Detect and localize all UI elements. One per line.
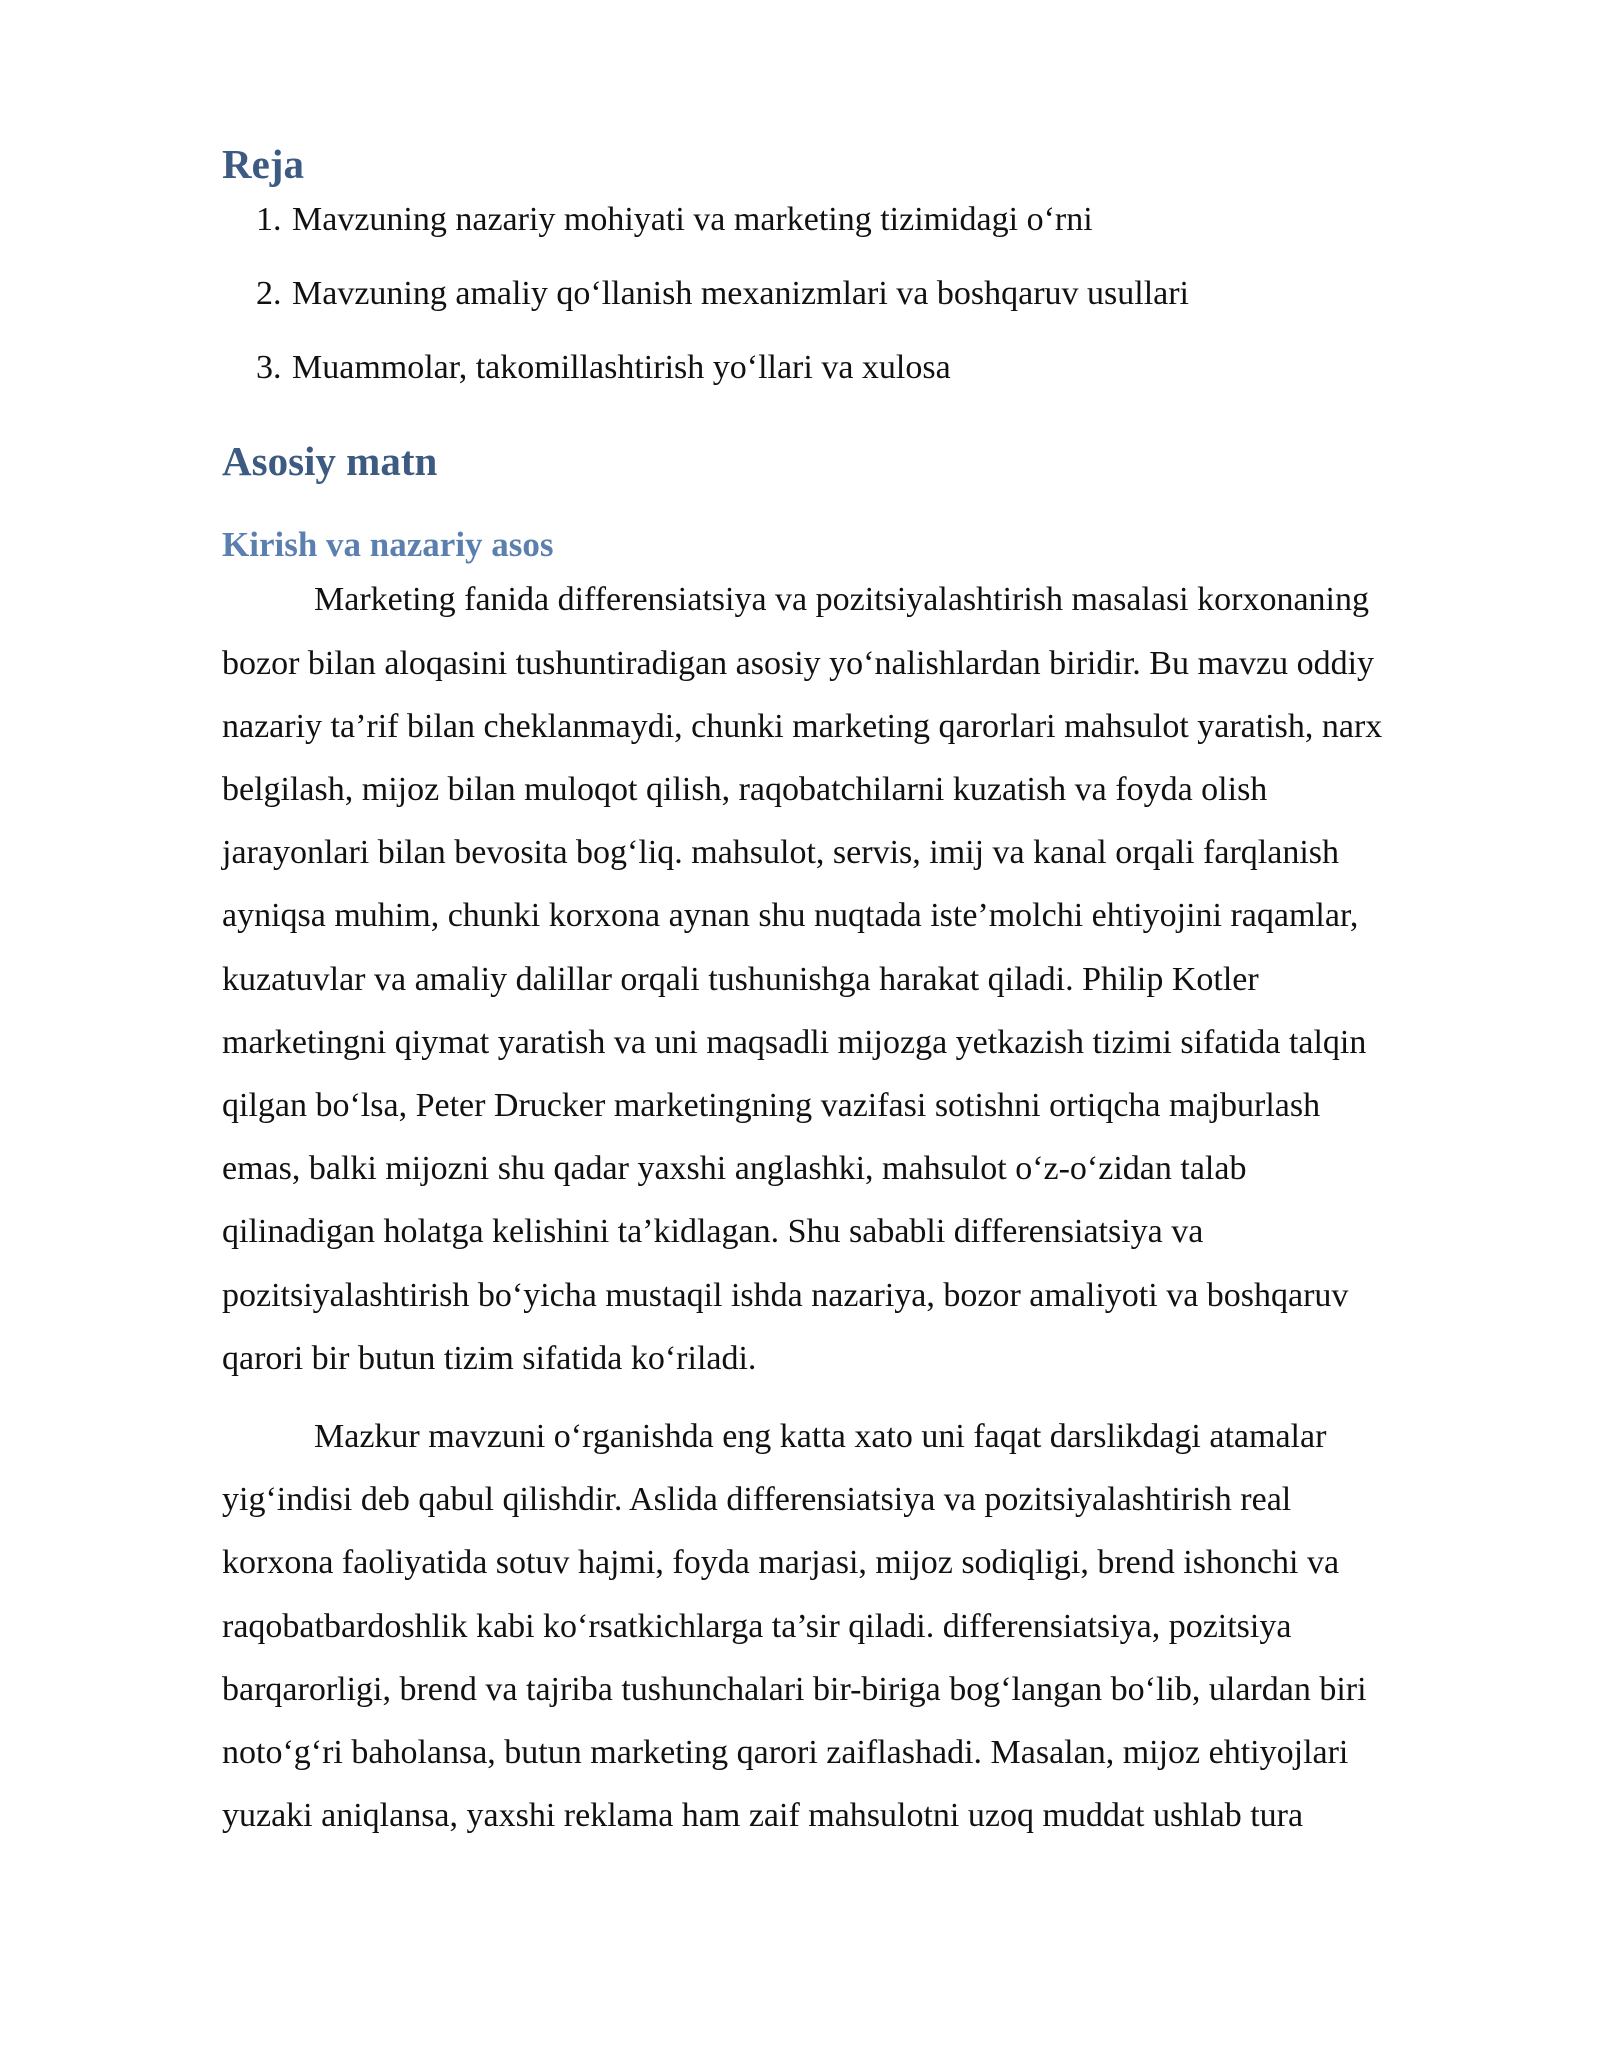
paragraph-line: korxona faoliyatida sotuv hajmi, foyda marjasi, mijoz sodiqligi, brend ishonchi va	[222, 1544, 1340, 1582]
paragraph-study	[222, 1405, 1470, 1847]
introduction-subheading: Kirish va nazariy asos	[222, 525, 554, 565]
plan-item-number: 1.	[256, 201, 282, 239]
plan-item-text: Mavzuning nazariy mohiyati va marketing tizimidagi o‘rni	[292, 201, 1093, 239]
paragraph-line: noto‘g‘ri baholansa, butun marketing qarori zaiflashadi. Masalan, mijoz ehtiyojlari	[222, 1734, 1349, 1772]
paragraph-line: Mazkur mavzuni o‘rganishda eng katta xato uni faqat darslikdagi atamalar	[314, 1418, 1327, 1456]
paragraph-line: yig‘indisi deb qabul qilishdir. Aslida differensiatsiya va pozitsiyalashtirish real	[222, 1481, 1292, 1519]
paragraph-line: Marketing fanida differensiatsiya va pozitsiyalashtirish masalasi korxonaning	[314, 581, 1369, 619]
paragraph-line: kuzatuvlar va amaliy dalillar orqali tushunishga harakat qiladi. Philip Kotler	[222, 960, 1259, 998]
paragraph-intro	[222, 568, 1470, 1390]
paragraph-line: barqarorligi, brend va tajriba tushunchalari bir-biriga bog‘langan bo‘lib, ulardan biri	[222, 1670, 1367, 1708]
plan-item-text: Muammolar, takomillashtirish yo‘llari va xulosa	[292, 349, 951, 387]
paragraph-line: jarayonlari bilan bevosita bog‘liq. mahsulot, servis, imij va kanal orqali farqlanish	[222, 834, 1340, 872]
paragraph-line: nazariy ta’rif bilan cheklanmaydi, chunki marketing qarorlari mahsulot yaratish, narx	[222, 707, 1383, 745]
plan-item-text: Mavzuning amaliy qo‘llanish mexanizmlari va boshqaruv usullari	[292, 275, 1189, 313]
paragraph-line: belgilash, mijoz bilan muloqot qilish, raqobatchilarni kuzatish va foyda olish	[222, 770, 1268, 808]
plan-item-3	[256, 345, 1470, 390]
plan-item-2	[256, 271, 1470, 316]
plan-list	[222, 197, 1470, 390]
main-text-heading: Asosiy matn	[222, 438, 438, 485]
plan-item-number: 3.	[256, 349, 282, 387]
paragraph-line: qarori bir butun tizim sifatida ko‘riladi.	[222, 1339, 757, 1377]
paragraph-line: pozitsiyalashtirish bo‘yicha mustaqil ishda nazariya, bozor amaliyoti va boshqaruv	[222, 1276, 1349, 1314]
paragraph-line: qilinadigan holatga kelishini ta’kidlagan. Shu sababli differensiatsiya va	[222, 1213, 1204, 1251]
plan-heading: Reja	[222, 141, 304, 187]
paragraph-line: bozor bilan aloqasini tushuntiradigan asosiy yo‘nalishlardan biridir. Bu mavzu oddiy	[222, 644, 1375, 682]
paragraph-line: yuzaki aniqlansa, yaxshi reklama ham zaif mahsulotni uzoq muddat ushlab tura	[222, 1797, 1304, 1835]
paragraph-line: qilgan bo‘lsa, Peter Drucker marketingning vazifasi sotishni ortiqcha majburlash	[222, 1087, 1321, 1124]
paragraph-line: ayniqsa muhim, chunki korxona aynan shu nuqtada iste’molchi ehtiyojini raqamlar,	[222, 897, 1359, 935]
paragraph-line: raqobatbardoshlik kabi ko‘rsatkichlarga ta’sir qiladi. differensiatsiya, pozitsiya	[222, 1607, 1292, 1645]
plan-item-1	[256, 197, 1470, 242]
plan-item-number: 2.	[256, 275, 282, 313]
document-page	[222, 140, 1470, 1847]
paragraph-line: emas, balki mijozni shu qadar yaxshi anglashki, mahsulot o‘z-o‘zidan talab	[222, 1150, 1247, 1188]
paragraph-line: marketingni qiymat yaratish va uni maqsadli mijozga yetkazish tizimi sifatida talqin	[222, 1023, 1367, 1061]
